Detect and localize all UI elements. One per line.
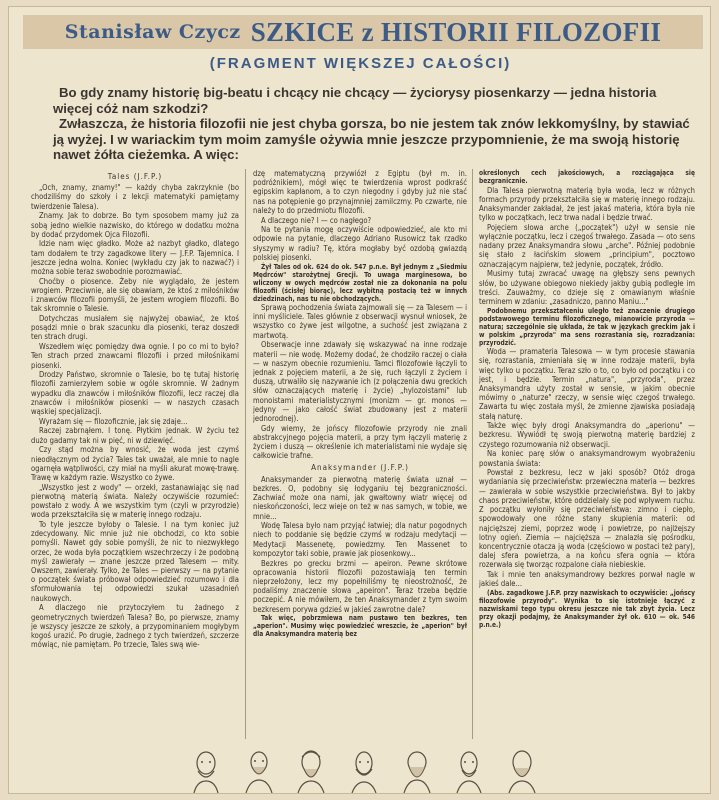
column-2 — [253, 169, 467, 741]
section-heading-anaksymander: Anaksymander (J.F.P.) — [311, 463, 409, 473]
paragraph: Raczej zabrnąłem. I tonę. Płytkim jednak. W życiu też dużo gadamy tak ni w pięć, ni w dziewięć. — [31, 426, 239, 445]
paragraph: Wodę Talesa było nam przyjąć łatwiej; dla natur pogodnych niech to poddanie się będzie czymś w rodzaju medytacji — Medytacji Massenetę, powiedzmy. Ten Massenet to kompozytor taki sobie, prawie jak piosenkowy... — [253, 521, 467, 558]
lead-paragraph — [53, 85, 693, 163]
paragraph: Pojęciem słowa arche („początek") użył w sensie nie wyłącznie początku, lecz i czegoś trwałego. Zasada — oto sens nadany przez Anaksymandra słowu „arche". Później podobnie się stało z łacińskim słowem „principium", pocztowo oznaczającym najpierw, też jedynie, początek, źródło. — [479, 222, 695, 269]
philosopher-bust-icon — [400, 747, 434, 793]
footnote: określonych cech jakościowych, a rozciągająca się bezgranicznie. — [479, 169, 695, 185]
title-banner — [23, 15, 703, 49]
paragraph: To tyle jeszcze byłoby o Talesie. I na tym koniec już zdecydowany. Nic mnie już nie obchodzi, co kto sobie pomyśli. Nawet gdy sobie pomyśli, że nic to niezwykłego orzec, że woda była początkiem wszechrzeczy i że podobną myśl zawierały — znane jeszcze przed Talesem — mity. Owszem, zawierały. Tylko, że Tales — pierwszy — na pytanie o początek świata próbował odpowiedzieć rozumowo i dla sformułowania tej odpowiedzi szukał uzasadnień naukowych. — [31, 520, 239, 603]
paragraph: Woda — pramateria Talesowa — w tym procesie stawania się, rozrastania, zmieniała się w inne rodzaje materii, była więc tylko u początku. Teraz szło o to, co było od początku i co jest, i będzie. Termin „natura", „przyroda", przez Anaksymandra użyty został w sensie, w jakim obecnie mówimy o „naturze" rzeczy, w sensie więc czegoś trwałego. Zawarta tu więc została myśl, że zmienne zjawiska posiadają stałą naturę. — [479, 347, 695, 421]
paragraph: Drodzy Państwo, skromnie o Talesie, bo tę tutaj historię filozofii zamierzyłem sobie w ogóle skromnie. W żadnym wypadku dla znawców i miłośników filozofii, lecz raczej dla znawców i miłośników piosenki — w naszych czasach wąskiej specjalizacji. — [31, 370, 239, 417]
column-3 — [479, 169, 695, 741]
philosopher-bust-icon — [189, 747, 223, 793]
paragraph: dzę matematyczną przywiózł z Egiptu (był m. in. podróżnikiem), mógł więc te twierdzenia wprost podkraść egipskim kapłanom, a to czyn niegodny i gdyby już nie stać nas na potępienie go przynajmniej zamilczmy. Po czwarte, nie należy to do przedmiotu filozofii. — [253, 169, 467, 215]
paragraph: Na koniec parę słów o anaksymandrowym wyobrażeniu powstania świata: — [479, 449, 695, 468]
paragraph: Wyrażam się — filozoficznie, jak się zdaje... — [39, 416, 188, 426]
paragraph: Choćby o piosence. Żeby nie wyglądało, że jestem wrogiem. Przeciwnie, ale się obawiam, że ktoś z miłośników i znawców filozofii pomyśli, że jestem wrogiem filozofii. Bo tak skromnie o Talesie. — [31, 276, 239, 314]
footnote: Żył Tales od ok. 624 do ok. 547 p.n.e. Był jednym z „Siedmiu Mędrców" starożytnej Grecji. To uwaga marginesowa, bo wliczony w owych mędrców został nie za dokonania na polu filozofii (ścisłej biorąc), lecz wybitną postacią też w innych dziedzinach, nas tu nie obchodzących. — [253, 262, 467, 303]
paragraph: Anaksymander za pierwotną materię świata uznał — bezkres. O, podobny się łodyganiu tej bezgraniczności. Zachwiać może ona nami, jak gwałtowny wiatr więcej od nieskończoności, lecz wieje on też w nas samych, w tobie, we mnie... — [253, 474, 467, 521]
section-heading-tales: Tales (J.F.P.) — [107, 172, 163, 181]
paragraph: Dotychczas musiałem się najwyżej obawiać, że ktoś posądzi mnie o brak szacunku dla piosenki, teraz doszedł ten strach drugi. — [31, 314, 239, 342]
paragraph: Bezkres po grecku brzmi — apeiron. Pewne skrótowe opracowania historii filozofii pozostawiają ten termin nieprzełożony, lecz my popełniliśmy tę nieostrożność, że podaliśmy znaczenie słowa „apeiron". Teraz trzeba będzie poczepić. A nie mówiłem, że ten Anaksymander z tym swoim bezkresem porywa gdzieś w jakieś zawrotne dale? — [253, 558, 467, 614]
paragraph: Czy stąd można by wnosić, że woda jest czymś nieodłącznym od życia? Tales tak uważał, ale mnie to nagle ogarnęła wątpliwości, czy miał na myśli akurat mowę-trawę. Trawę w każdym razie. Wszystko co żywe. — [31, 445, 239, 482]
footnote: Podobnemu przekształceniu uległo też znaczenie drugiego podstawowego terminu filozoficznego, mianowicie przyroda — natura; szczególnie się układa, że tak w językach greckim jak i w polskim „przyroda" ma sens rozrastania się, rozradzania: przyrodzić. — [479, 306, 695, 347]
philosopher-bust-icon — [347, 747, 381, 793]
column-1 — [31, 169, 239, 741]
paragraph: Idzie nam więc gładko. Może aż nazbyt gładko, dlatego tam dodałem te trzy zagadkowe litery — J.F.P. Tajemnica. I jeszcze jedna wolna. Koniec (wykładu czy jak to nazwać?) i można sobie teraz swobodnie porozmawiać. — [31, 239, 239, 277]
lead-text-1: Bo gdy znamy historię big-beatu i chcący nie chcący — życiorysy piosenkarzy — jedna historia więcej cóż nam szkodzi? — [53, 85, 657, 116]
footnote: Tak więc, pobrzmiewa nam pustawo ten bezkres, ten „aperion". Musimy więc powiedzieć wreszcie, że „aperion" był dla Anaksymandra materią bez — [253, 614, 467, 639]
magazine-page — [8, 6, 711, 794]
lead-text-2: Zwłaszcza, że historia filozofii nie jest chyba gorsza, bo nie jestem tak znów lekkomyślny, by stawiać ją wyżej. I w wariackim tym moim zamyśle ożywia mnie jeszcze przypomnienie, że ma swoją historię nawet żółta cieżemka. A więc: — [53, 116, 690, 163]
paragraph: Na te pytania mogę oczywiście odpowiedzieć, ale kto mi odpowie na pytanie, dlaczego Adriano Rusowicz tak rzadko słyszymy w radiu? Tę, która mogłaby być ozdobą gwiazdą polskiej piosenki. — [253, 225, 467, 262]
paragraph: „Wszystko jest z wody" — orzekł, zastanawiając się nad pierwotną materią świata. Należy oczywiście rozumieć: powstało z wody. A we wszystkim tym (czyli w przyrodzie) woda przekształciła się w materię innego rodzaju. — [31, 482, 239, 520]
author-name: Stanisław Czycz — [64, 21, 241, 43]
paragraph: Gdy wiemy, że jońscy filozofowie przyrody nie znali abstrakcyjnego pojęcia materii, a przy tym łączyli materię z życiem i duszą — określenie ich materialistami nie wydaje się całkowicie trafne. — [253, 423, 467, 461]
footnote: (Abs. zagadkowe J.F.P. przy nazwiskach to oczywiście: „jońscy filozofowie przyrody". Wynika to się istotnieje łączyć z nazwiskami tego typu okresu jeszcze nie tak zbyt życia. Lecz przy okazji podajmy, że Anaksymander żył ok. 610 — ok. 546 p.n.e.) — [479, 588, 695, 629]
paragraph: Obserwacje inne zdawały się wskazywać na inne rodzaje materii — nie wodę. Możemy dodać, że chodziło raczej o ciała — w naszym obecnie rozumieniu. Tamci filozofowie łączyli to jednak z pojęciem materii, a że się, ruch łączyli z życiem i duszą, utrwaliło się nazywanie ich (z połączenia dwu greckich słów oznaczających materię i życie) „hylozoistami" lub monoistami materialistycznymi (monizm — gr. monos — jedyny — jako całość świat zbudowany jest z materii jednorodnej). — [253, 340, 467, 423]
paragraph: Dla Talesa pierwotną materią była woda, lecz w różnych formach przyrody przekształciła się w materię innego rodzaju. Anaksymander zakładał, że jest jakaś materia, która była nie tylko w początkach, lecz trwa nadal i będzie trwać. — [479, 185, 695, 223]
philosopher-bust-icon — [242, 747, 276, 793]
philosopher-bust-icon — [452, 747, 486, 793]
paragraph: Powstał z bezkresu, lecz w jaki sposób? Otóż droga wydaniania się przeciwieństw: przewieczna materia — bezkres — zawierała w sobie wszystkie przeciwieństwa. Był to jakby chaos przeciwieństw, które oddzielały się pod wpływem ruchu. Z początku wyłoniły się przeciwieństwa: zimno i ciepło, spowodowały one różne stany skupienia materii: od najcięższej ziemi, poprzez wodę i powietrze, po najlżejszy lotny ogień. Ziemia — najcięższa — znalazła się pośrodku, koncentrycznie otacza ją woda (częściowo w postaci też pary), dalej sfera powietrza, a na końcu sfera ognia — która rozerwała się tworząc rozpalone ciała niebieskie. — [479, 468, 695, 570]
paragraph: „Och, znamy, znamy!" — każdy chyba zakrzyknie (bo chodziliśmy do szkoły i z lekcji matematyki pamiętamy twierdzenie Talesa). — [31, 183, 239, 211]
paragraph: Wszedłem więc pomiędzy dwa ognie. I po co mi to było? Ten strach przed znawcami filozofii i przed miłośnikami piosenki. — [31, 342, 239, 370]
column-divider — [472, 169, 473, 739]
paragraph: Tak i mnie ten anaksymandrowy bezkres porwał nagle w jakieś dale... — [479, 570, 695, 589]
philosopher-bust-icon — [505, 747, 539, 793]
paragraph: A dlaczego nie? I — co nagłego? — [261, 215, 372, 225]
paragraph: Znamy. Jak to dobrze. Bo tym sposobem mamy już za sobą jedno wielkie nazwisko, do którego w dodatku można by dodać przydomek Ojca Filozofii. — [31, 211, 239, 239]
paragraph: A dlaczego nie przytoczyłem tu żadnego z geometrycznych twierdzeń Talesa? Bo, po pierwsze, znamy je wszyscy jeszcze ze szkoły, a przypominaniem mogłybym kogoś urazić. Po drugie, żadnego z tych twierdzeń, szczerze mówiąc, nie pamiętam. Po trzecie, Tales swą wie- — [31, 603, 239, 650]
article-title: SZKICE z HISTORII FILOZOFII — [250, 16, 662, 47]
philosopher-portraits — [189, 743, 539, 793]
philosopher-bust-icon — [294, 747, 328, 793]
paragraph: Także więc były drogi Anaksymandra do „aperionu" — bezkresu. Wywiódł tę swoją pierwotną materię bardziej z czystego rozumowania niż obserwacji. — [479, 421, 695, 449]
paragraph: Musimy tutaj zwracać uwagę na głębszy sens pewnych słów, bo używane obiegowo niekiedy jakby gubią podległe im treści. Zauważmy, co dzieje się z omawianym właśnie terminem w zdaniu: „zasadniczo, panno Maniu..." — [479, 269, 695, 306]
column-divider — [245, 169, 246, 739]
paragraph: Sprawą pochodzenia świata zajmowali się — za Talesem — i inni myśliciele. Tales głównie z obserwacji wysnuł wniosek, że wszystko co żywe jest wilgotne, a suchość jest związana z martwotą. — [253, 303, 467, 340]
article-subtitle: (FRAGMENT WIĘKSZEJ CAŁOŚCI) — [209, 55, 512, 72]
